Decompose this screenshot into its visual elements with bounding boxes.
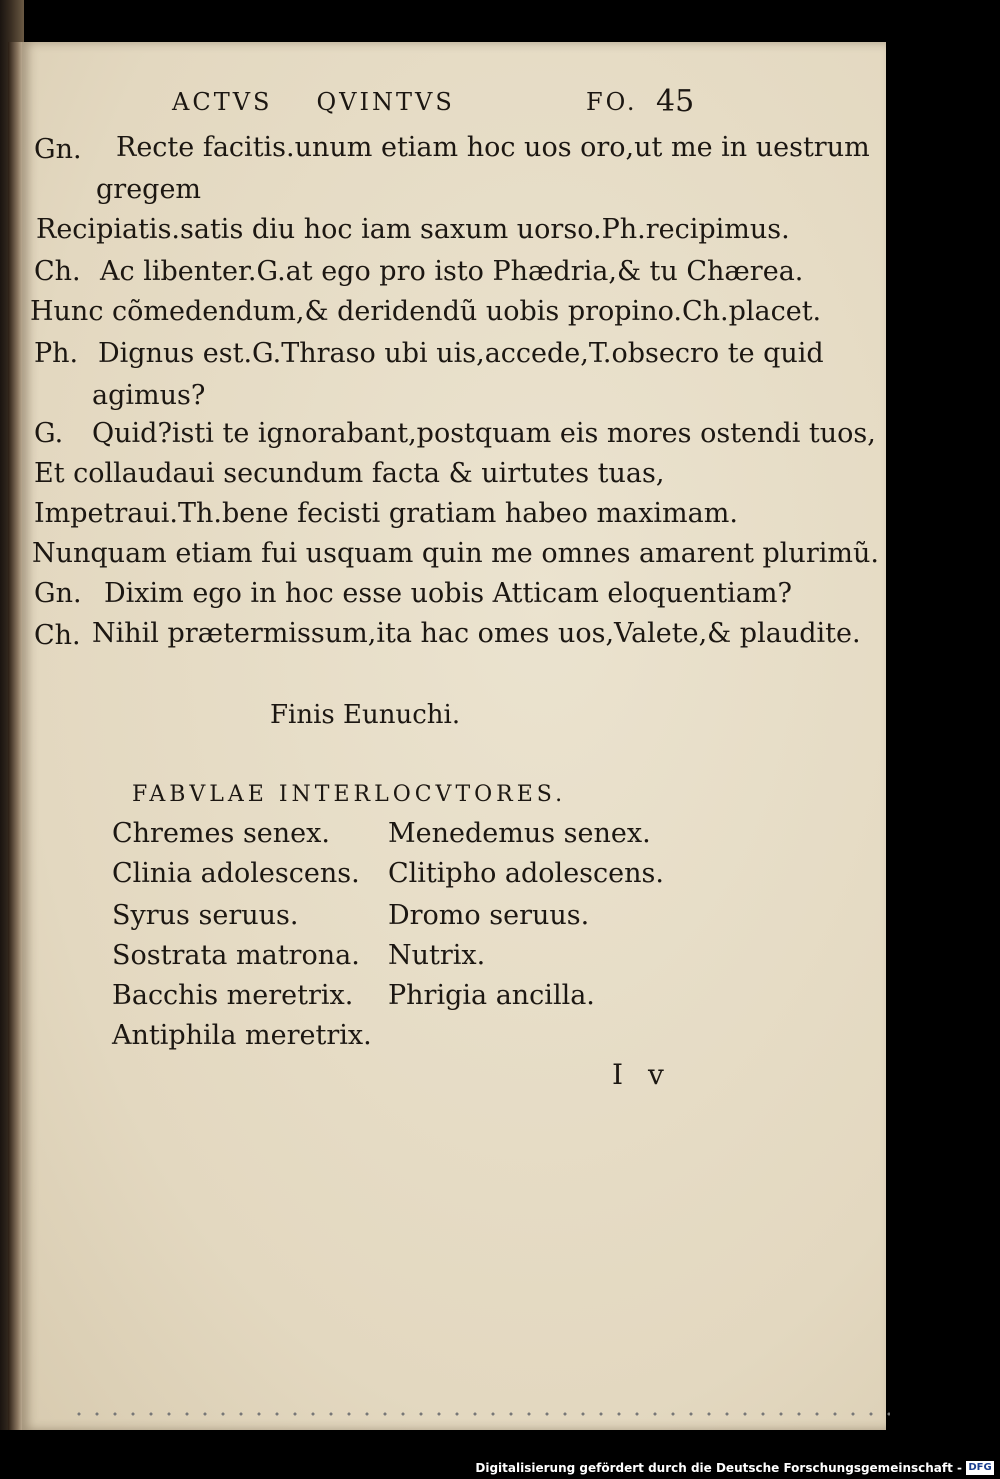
dialogue-line: Quid?isti te ignorabant,postquam eis mores ostendi tuos,	[92, 418, 876, 449]
footer-bar	[0, 1455, 1000, 1479]
dialogue-line: Recte facitis.unum etiam hoc uos oro,ut me in uestrum	[116, 132, 870, 163]
cast-member: Dromo seruus.	[388, 900, 590, 931]
dialogue-line: Ac libenter.G.at ego pro isto Phædria,& tu Chærea.	[100, 256, 804, 287]
speaker-label: Ch.	[34, 256, 81, 287]
running-title-1: ACTVS	[172, 88, 273, 116]
dialogue-line: Dignus est.G.Thraso ubi uis,accede,T.obsecro te quid	[98, 338, 824, 369]
running-title-2: QVINTVS	[316, 88, 455, 116]
book-page	[22, 42, 886, 1430]
dialogue-line: Hunc cõmedendum,& deridendũ uobis propino.Ch.placet.	[30, 296, 822, 327]
dialogue-line: Dixim ego in hoc esse uobis Atticam eloquentiam?	[104, 578, 792, 609]
cast-member: Clinia adolescens.	[112, 858, 360, 889]
speaker-label: Gn.	[34, 134, 82, 165]
finis-line: Finis Eunuchi.	[270, 700, 461, 730]
dialogue-line: Nunquam etiam fui usquam quin me omnes amarent plurimũ.	[32, 538, 879, 569]
dialogue-line: Et collaudaui secundum facta & uirtutes tuas,	[34, 458, 665, 489]
cast-member: Antiphila meretrix.	[112, 1020, 372, 1051]
dialogue-line: Impetraui.Th.bene fecisti gratiam habeo maximam.	[34, 498, 738, 529]
cast-member: Chremes senex.	[112, 818, 330, 849]
dfg-logo: DFG	[966, 1461, 994, 1475]
folio-number: 45	[656, 84, 695, 119]
folio-label: FO.	[586, 88, 638, 116]
speaker-label: Ch.	[34, 620, 81, 651]
cast-member: Nutrix.	[388, 940, 486, 971]
speaker-label: Gn.	[34, 578, 82, 609]
speaker-label: Ph.	[34, 338, 79, 369]
footer-credit: Digitalisierung gefördert durch die Deutsche Forschungsgemeinschaft -	[475, 1461, 962, 1475]
dialogue-line: Recipiatis.satis diu hoc iam saxum uorso.Ph.recipimus.	[36, 214, 790, 245]
cast-member: Phrigia ancilla.	[388, 980, 595, 1011]
dialogue-line: gregem	[96, 174, 202, 205]
cast-member: Clitipho adolescens.	[388, 858, 664, 889]
signature-mark: I v	[612, 1058, 672, 1091]
cast-member: Syrus seruus.	[112, 900, 299, 931]
cast-member: Sostrata matrona.	[112, 940, 360, 971]
running-header	[172, 84, 695, 119]
dialogue-line: Nihil prætermissum,ita hac omes uos,Valete,& plaudite.	[92, 618, 861, 649]
dialogue-line: agimus?	[92, 380, 206, 411]
cast-member: Menedemus senex.	[388, 818, 651, 849]
speaker-label: G.	[34, 418, 64, 449]
cast-member: Bacchis meretrix.	[112, 980, 354, 1011]
cast-heading: FABVLAE INTERLOCVTORES.	[132, 782, 567, 807]
scan-border-dots	[70, 1412, 890, 1416]
